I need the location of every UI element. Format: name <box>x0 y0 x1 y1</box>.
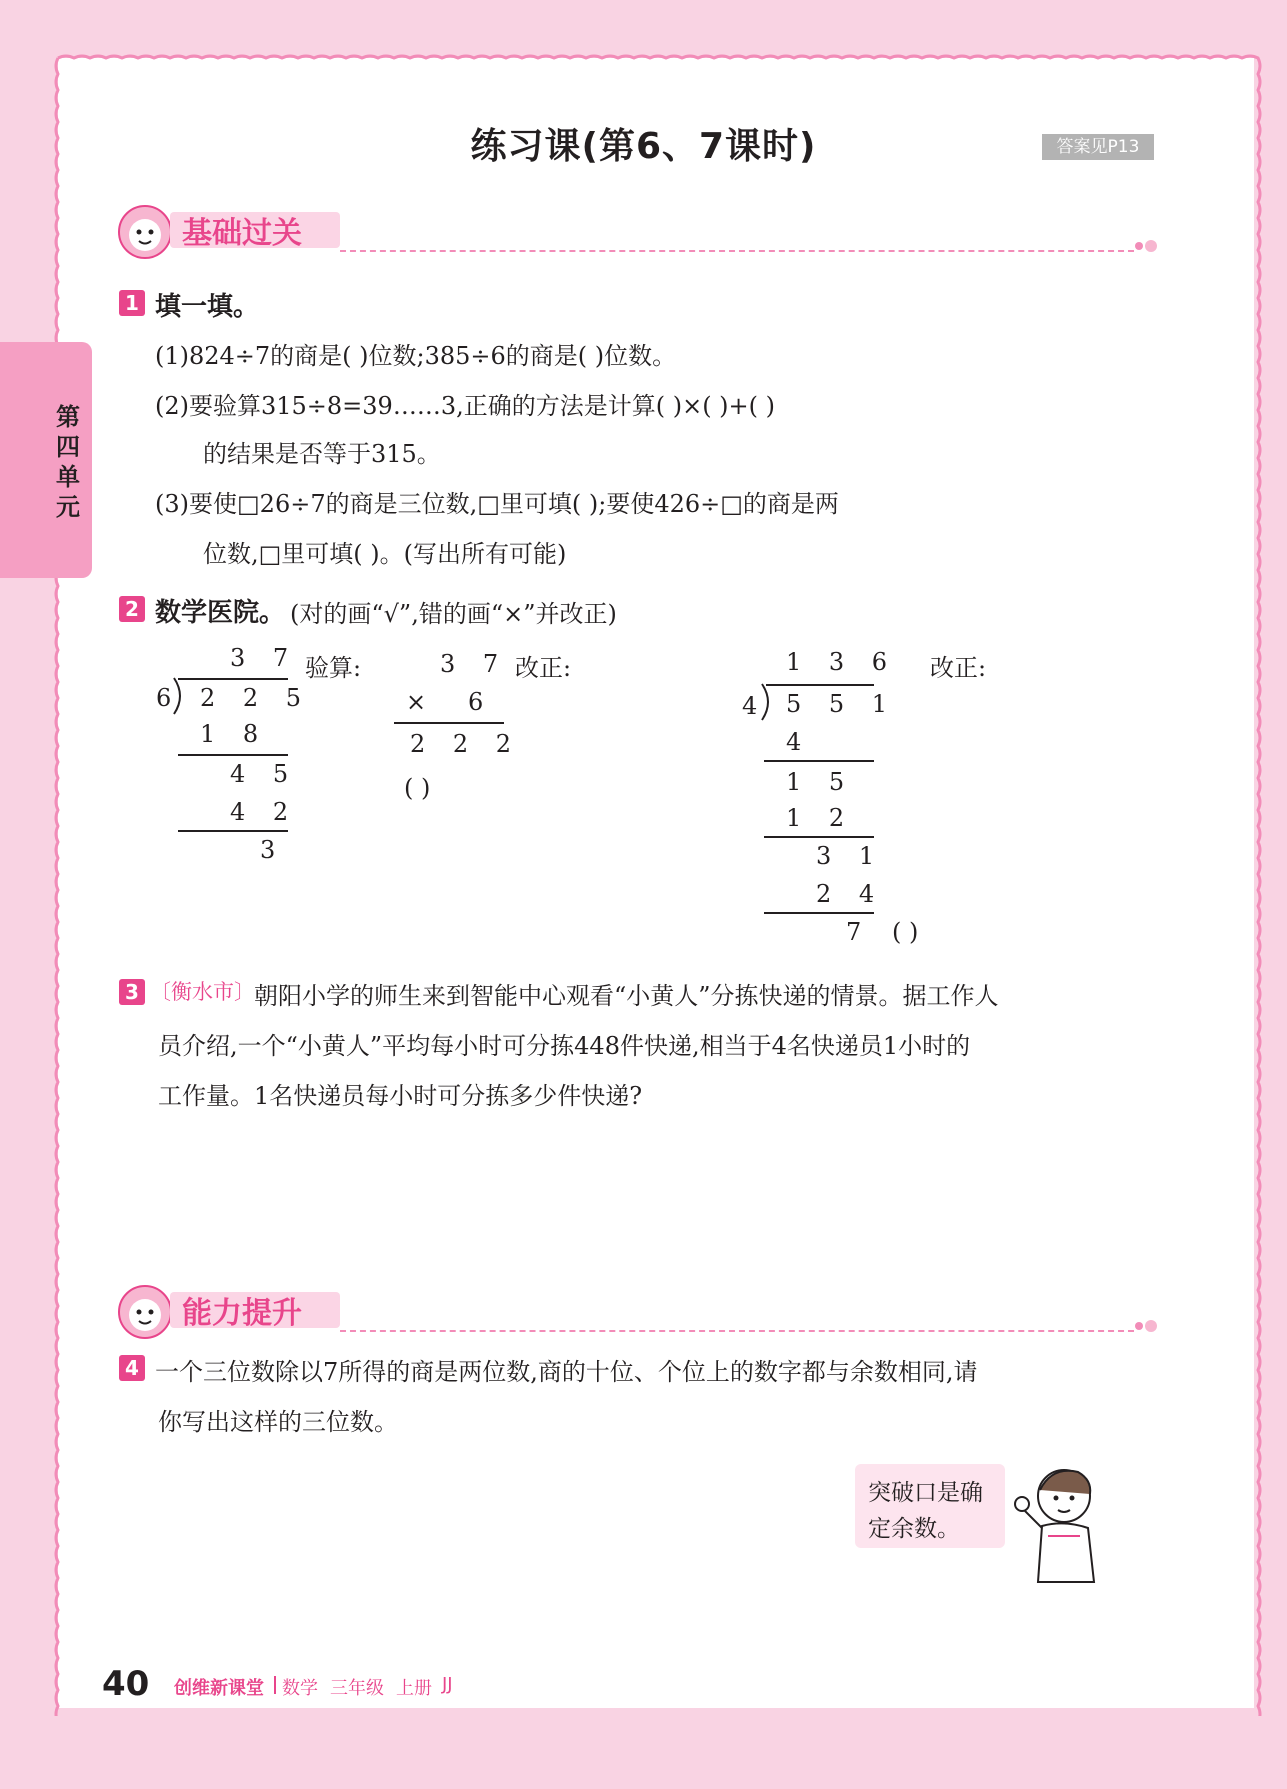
step-line <box>764 912 874 914</box>
source-tag: 〔衡水市〕 <box>150 980 255 1004</box>
quotient: 3 7 <box>230 644 299 672</box>
question-number: 3 <box>119 979 145 1005</box>
step-line <box>178 830 288 832</box>
answer-blank[interactable]: ( ) <box>892 918 919 946</box>
correction-label: 改正: <box>930 654 987 682</box>
question-line: (1)824÷7的商是( )位数;385÷6的商是( )位数。 <box>155 342 677 370</box>
page-title: 练习课(第6、7课时) <box>470 126 817 167</box>
divider-dots-icon <box>1134 236 1160 256</box>
multiply-sign: × <box>406 688 427 716</box>
section-advanced-divider <box>340 1330 1134 1332</box>
multiplier: 6 <box>468 688 484 716</box>
division-bracket <box>760 682 776 722</box>
question-line: 工作量。1名快递员每小时可分拣多少件快递? <box>158 1082 643 1110</box>
question-number: 4 <box>119 1355 145 1381</box>
answer-blank[interactable]: ( ) <box>404 774 431 802</box>
step-value: 1 5 <box>786 768 855 796</box>
question-number: 1 <box>119 290 145 316</box>
question-line: 朝阳小学的师生来到智能中心观看“小黄人”分拣快递的情景。据工作人 <box>254 982 999 1010</box>
monkey-mascot-icon <box>115 202 175 262</box>
footer-edition: JJ <box>442 1674 453 1695</box>
footer-subject: 数学 <box>282 1678 318 1699</box>
question-title: 数学医院。 <box>155 598 286 628</box>
vinculum <box>178 678 288 680</box>
multiplicand: 3 7 <box>440 650 509 678</box>
question-line: 你写出这样的三位数。 <box>158 1408 398 1436</box>
vinculum <box>766 684 874 686</box>
step-product: 2 4 <box>816 880 885 908</box>
section-basic-divider <box>340 250 1134 252</box>
section-basic-title: 基础过关 <box>182 216 302 251</box>
step-product: 4 <box>786 728 802 756</box>
boy-waving-icon <box>1012 1456 1112 1586</box>
question-line: 的结果是否等于315。 <box>203 440 441 468</box>
answer-reference-badge: 答案见P13 <box>1042 134 1154 160</box>
unit-side-tab-label: 第四单元 <box>56 403 80 521</box>
step-product: 1 8 <box>200 720 269 748</box>
question-instruction: (对的画“√”,错的画“×”并改正) <box>290 600 617 628</box>
step-value: 3 1 <box>816 842 885 870</box>
question-line: 位数,□里可填( )。(写出所有可能) <box>203 540 567 568</box>
correction-label: 改正: <box>515 654 572 682</box>
footer-volume: 上册 <box>396 1678 432 1699</box>
hint-text: 定余数。 <box>868 1516 960 1542</box>
division-bracket <box>172 676 188 716</box>
divider-dots-icon <box>1134 1316 1160 1336</box>
dividend: 2 2 5 <box>200 684 312 712</box>
step-product: 4 2 <box>230 798 299 826</box>
quotient: 1 3 6 <box>786 648 898 676</box>
dividend: 5 5 1 <box>786 690 898 718</box>
question-line: 员介绍,一个“小黄人”平均每小时可分拣448件快递,相当于4名快递员1小时的 <box>158 1032 971 1060</box>
step-value: 4 5 <box>230 760 299 788</box>
step-line <box>764 760 874 762</box>
question-line: (2)要验算315÷8=39……3,正确的方法是计算( )×( )+( ) <box>155 392 776 420</box>
check-label: 验算: <box>305 654 362 682</box>
remainder: 7 <box>846 918 862 946</box>
remainder: 3 <box>260 836 276 864</box>
divisor: 6 <box>156 684 172 712</box>
section-advanced-title: 能力提升 <box>182 1296 302 1331</box>
product-line <box>394 722 504 724</box>
step-line <box>178 754 288 756</box>
monkey-mascot-icon <box>115 1282 175 1342</box>
footer-brand: 创维新课堂 <box>174 1678 264 1699</box>
question-line: (3)要使□26÷7的商是三位数,□里可填( );要使426÷□的商是两 <box>155 490 839 518</box>
product: 2 2 2 <box>410 730 522 758</box>
step-product: 1 2 <box>786 804 855 832</box>
page-number: 40 <box>102 1664 150 1704</box>
divisor: 4 <box>742 692 758 720</box>
step-line <box>764 836 874 838</box>
question-line: 一个三位数除以7所得的商是两位数,商的十位、个位上的数字都与余数相同,请 <box>155 1358 978 1386</box>
question-number: 2 <box>119 596 145 622</box>
footer-grade: 三年级 <box>330 1678 384 1699</box>
footer-separator <box>274 1676 276 1694</box>
question-title: 填一填。 <box>155 292 260 322</box>
hint-text: 突破口是确 <box>868 1480 983 1506</box>
